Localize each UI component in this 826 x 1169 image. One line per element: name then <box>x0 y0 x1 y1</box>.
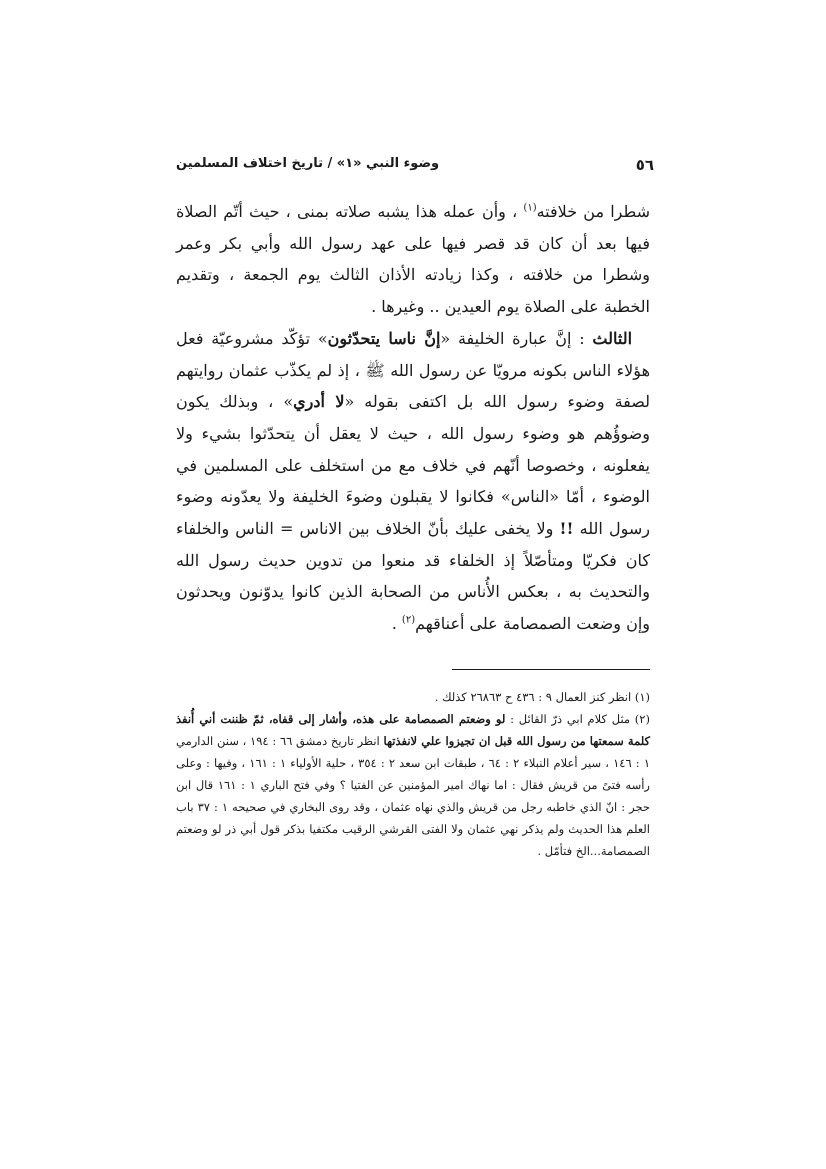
text-segment: » تؤكّد مشروعيّة فعل هؤلاء الناس بكونه مرويّا عن رسول الله ﷺ ، إذ لم يكذّب عثمان روايتهم لصفة وضوء رسول الله بل اكتفى بقوله « <box>176 328 650 412</box>
text-segment: : إنَّ عبارة الخليفة « <box>440 328 593 348</box>
footnote-1: (١) انظر كنز العمال ٩ : ٤٣٦ ح ٢٦٨٦٣ كذلك . <box>434 690 650 704</box>
paragraph-1 <box>176 196 650 323</box>
footnotes <box>176 686 650 862</box>
point-label: الثالث <box>592 328 633 348</box>
text-segment: شطرا من خلافته <box>536 202 650 221</box>
text-segment: » ، وبذلك يكون وضوؤُهم هو وضوء رسول الله ، حيث لا يعقل أن يتحدّثوا بشيء ولا يفعلونه ، وخصوصا أنّهم في خلاف مع من استخلف على المسلمين في الوضوء ، أمّا «الناس» فكانوا لا يقبلون وضوءَ الخليفة ولا يعدّونه وضوء رسول الله <box>176 392 651 539</box>
footnote-2 <box>176 708 650 862</box>
running-title: وضوء النبي «١» / تاريخ اختلاف المسلمين <box>176 156 440 171</box>
text-segment: . <box>391 614 402 634</box>
text-segment: ، وأن عمله هذا يشبه صلاته بمنى ، حيث أتّم الصلاة فيها بعد أن كان قد قصر فيها على عهد رسول الله وأبي بكر وعمر وشطرا من خلافته ، وكذا زيادته الأذان الثالث يوم الجمعة ، وتقديم الخطبة على الصلاة يوم العيدين .. وغيرها . <box>176 202 650 317</box>
text-segment: ولا يخفى عليك بأنّ الخلاف بين الاناس = الناس والخلفاء كان فكريّا ومتأصّلاً إذ الخلفاء قد منعوا من تدوين حديث رسول الله والتحديث به ، بعكس الأُناس من الصحابة الذين كانوا يدوّنون ويحدثون وإن وضعت الصمصامة على أعناقهم <box>176 519 650 634</box>
main-text <box>176 196 650 640</box>
page-header <box>176 156 654 180</box>
footnote-ref-2: (٢) <box>401 614 416 626</box>
footnote-ref-1: (١) <box>523 202 537 214</box>
text-segment: (٢) مثل كلام ابي ذرّ القائل : <box>505 712 650 726</box>
exclamation: !! <box>559 519 574 539</box>
text-segment: انظر تاريخ دمشق ٦٦ : ١٩٤ ، سنن الدارمي ١ : ١٤٦ ، سير أعلام النبلاء ٢ : ٦٤ ، طبقات ابن سعد ٢ : ٣٥٤ ، حلية الأولياء ١ : ١٦١ ، وفيها : وعلى رأسه فتىً من قريش فقال : اما نهاك امير المؤمنين عن الفتيا ؟ وفي فتح الباري ١ : ١٦١ قال ابن حجر : انّ الذي خاطبه رجل من قريش والذي نهاه عثمان ، وقد روى البخاري في صحيحه ١ : ٣٧ باب العلم هذا الحديث ولم يذكر نهي عثمان ولا الفتى القرشي الرقيب مكتفيا بذكر قول أبي ذر لو وضعتم الصمصامة...الخ فتأمّل . <box>176 734 651 858</box>
quote-bold: إنَّ ناسا يتحدّثون <box>327 328 441 348</box>
quote-bold: لا أدري <box>293 392 345 412</box>
quote-bold: لو وضعتم الصمصامة على هذه، وأشار إلى قفاه، ثمّ ظننت أني أُنفذ كلمة سمعتها من رسول الله قبل ان تجيزوا علي لانفذتها <box>176 712 651 748</box>
footnote-separator <box>452 669 650 670</box>
page-number: ٥٦ <box>635 156 654 174</box>
paragraph-2 <box>176 323 650 640</box>
